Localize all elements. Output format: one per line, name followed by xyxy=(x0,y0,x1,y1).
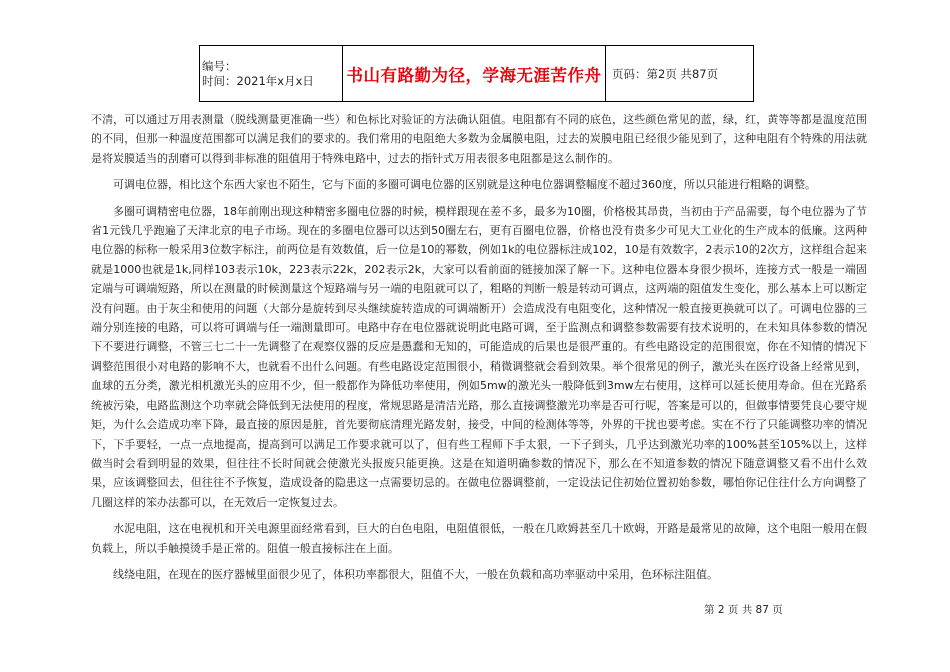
page-footer: 第 2 页 共 87 页 xyxy=(704,604,783,616)
page-label: 页码：第2页 共87页 xyxy=(612,66,719,81)
paragraph-resistor-intro: 不清，可以通过万用表测量（脱线测量更准确一些）和色标比对验证的方法确认阻值。电阻都有不同的底色，这些颜色常见的蓝，绿，红，黄等等都是温度范围的不同，但那一种温度范围都可以满足我们的要求的。我们常用的电阻绝大多数为金属膜电阻，过去的炭膜电阻已经很少能见到了，这种电阻有个特殊的用法就是将炭膜适当的刮磨可以得到非标准的阻值用于特殊电路中，过去的指针式万用表很多电阻都是这么制作的。 xyxy=(91,113,867,165)
paragraph-text: 可调电位器，相比这个东西大家也不陌生，它与下面的多圈可调电位器的区别就是这种电位器调整幅度不超过360度，所以只能进行粗略的调整。 xyxy=(113,178,816,192)
header-motto-cell xyxy=(343,46,606,102)
document-body xyxy=(91,110,867,591)
paragraph-cement-resistor xyxy=(91,519,867,558)
paragraph-wirewound-resistor xyxy=(91,565,867,584)
header-meta-cell xyxy=(200,46,343,102)
paragraph-adjustable-potentiometer xyxy=(91,175,867,194)
paragraph-text: 水泥电阻，这在电视机和开关电源里面经常看到，巨大的白色电阻，电阻值很低，一般在几欧姆甚至几十欧姆，开路是最常见的故障，这个电阻一般用在假负载上，所以手触摸烫手是正常的。阻值一般直接标注在上面。 xyxy=(91,522,867,555)
serial-label: 编号： xyxy=(202,58,237,73)
header-page-cell xyxy=(606,46,754,102)
paragraph-text: 线绕电阻，在现在的医疗器械里面很少见了，体积功率都很大，阻值不大，一般在负载和高功率驱动中采用，色环标注阻值。 xyxy=(113,567,718,581)
paragraph-multiturn-potentiometer xyxy=(91,202,867,513)
document-header xyxy=(199,45,754,102)
time-label: 时间：2021年x月x日 xyxy=(202,73,314,88)
header-motto: 书山有路勤为径，学海无涯苦作舟 xyxy=(346,65,602,85)
paragraph-text: 多圈可调精密电位器，18年前刚出现这种精密多圈电位器的时候，模样跟现在差不多，最多为10圈，价格极其昂贵，当初由于产品需要，每个电位器为了节省1元钱几乎跑遍了天津北京的电子市场。现在的多圈电位器可以达到50圈左右，更有百圈电位器，价格也没有贵多少可见大工业化的生产成本的低廉。这两种电位器的标称一般采用3位数字标注，前两位是有效数值，后一位是10的幂数，例如1k的电位器标注成102，10是有效数字，2表示10的2次方，这样组合起来就是1000也就是1k,同样103表示10k，223表示22k，202表示2k，大家可以看前面的链接加深了解一下。这种电位器本身很少损坏，连接方式一般是一端固定端与可调端短路，所以在测量的时候测量这个短路端与另一端的电阻就可以了，粗略的判断一般是转动可调点，这两端的阻值发生变化，那么基本上可以断定没有问题。由于灰尘和使用的问题（大部分是旋转到尽头继续旋转造成的可调端断开）会造成没有电阻变化，这种情况一般直接更换就可以了。可调电位器的三端分别连接的电路，可以将可调端与任一端测量即可。电路中存在电位器就说明此电路可调，至于监测点和调整参数需要有技术说明的，在未知具体参数的情况下不要进行调整，不管三七二十一先调整了在观察仪器的反应是愚蠢和无知的，可能造成的后果也是很严重的。有些电路设定的范围很宽，你在不知情的情况下调整范围很小对电路的影响不大，也就看不出什么问题。有些电路设定范围很小，稍微调整就会看到效果。举个很常见的例子，激光头在医疗设备上经常见到，血球的五分类，激光相机激光头的应用不少，但一般都作为降低功率使用，例如5mw的激光头一般降低到3mw左右使用，这样可以延长使用寿命。但在光路系统被污染，电路监测这个功率就会降低到无法使用的程度，常规思路是清洁光路，那么直接调整激光功率是否可行呢，答案是可以的，但做事情要凭良心要守规矩，为什么会造成功率下降，最直接的原因是脏，首先要彻底清理光路发射，接受，中间的检测体等等，外界的干扰也要考虑。实在不行了只能调整功率的情况下，下手要轻，一点一点地提高，提高到可以满足工作要求就可以了，但有些工程师下手太狠，一下子到头，几乎达到激光功率的100%甚至105%以上，这样做当时会看到明显的效果，但往往不长时间就会使激光头报废只能更换。这是在知道明确参数的情况下，那么在不知道参数的情况下随意调整又看不出什么效果，应该调整回去，但往往不予恢复，造成设备的隐患这一点需要切忌的。在做电位器调整前，一定设法记住初始位置初始参数，哪怕你记住往什么方向调整了几圈这样的笨办法都可以，在无效后一定恢复过去。 xyxy=(91,204,867,509)
